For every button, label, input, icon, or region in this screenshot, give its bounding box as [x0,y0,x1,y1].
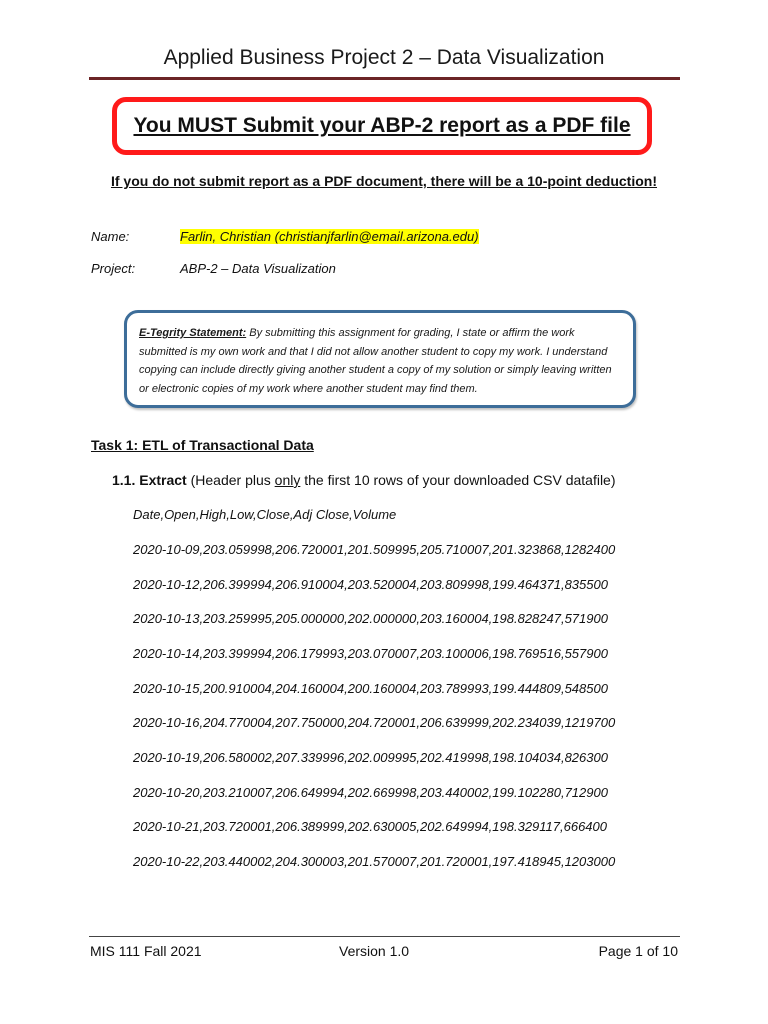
etegrity-label: E-Tegrity Statement: [139,327,247,339]
csv-row: 2020-10-13,203.259995,205.000000,202.000000,203.160004,198.828247,571900 [133,611,608,626]
deduction-warning: If you do not submit report as a PDF document, there will be a 10-point deduction! [110,173,658,189]
etegrity-statement-box [124,310,636,408]
csv-row: 2020-10-16,204.770004,207.750000,204.720001,206.639999,202.234039,1219700 [133,715,616,730]
project-value: ABP-2 – Data Visualization [180,261,336,276]
csv-row: 2020-10-14,203.399994,206.179993,203.070007,203.100006,198.769516,557900 [133,646,608,661]
subtask-text-after: the first 10 rows of your downloaded CSV datafile) [300,472,616,488]
csv-row: 2020-10-15,200.910004,204.160004,200.160004,203.789993,199.444809,548500 [133,681,608,696]
csv-header-line: Date,Open,High,Low,Close,Adj Close,Volume [133,507,397,522]
footer-version: Version 1.0 [339,943,410,959]
pdf-notice-title: You MUST Submit your ABP-2 report as a PDF file [133,114,631,137]
subtask-extract [112,472,616,488]
csv-row: 2020-10-19,206.580002,207.339996,202.009995,202.419998,198.104034,826300 [133,750,608,765]
project-label: Project: [91,261,136,276]
footer-page-number: Page 1 of 10 [598,943,678,959]
name-label: Name: [91,229,130,244]
csv-row: 2020-10-22,203.440002,204.300003,201.570007,201.720001,197.418945,1203000 [133,854,616,869]
task-heading: Task 1: ETL of Transactional Data [91,437,314,453]
footer-divider [89,936,680,937]
csv-row: 2020-10-09,203.059998,206.720001,201.509995,205.710007,201.323868,1282400 [133,542,616,557]
footer-course: MIS 111 Fall 2021 [90,943,202,959]
csv-row: 2020-10-20,203.210007,206.649994,202.669998,203.440002,199.102280,712900 [133,785,608,800]
subtask-text-emph: only [274,472,301,488]
subtask-text-before: (Header plus [186,472,275,488]
csv-row: 2020-10-21,203.720001,206.389999,202.630005,202.649994,198.329117,666400 [133,819,607,834]
pdf-notice-box [112,97,652,155]
subtask-lead: Extract [139,472,187,488]
subtask-number: 1.1. [112,472,136,488]
page-title: Applied Business Project 2 – Data Visualization [163,46,605,69]
csv-row: 2020-10-12,206.399994,206.910004,203.520004,203.809998,199.464371,835500 [133,577,608,592]
etegrity-text: By submitting this assignment for grading, I state or affirm the work submitted is my own work and that I did not allow another student to copy my work. I understand copying can include directly giving another student a copy of my solution or simply leaving written or electronic copies of my work where another student may find them. [139,327,612,395]
name-value: Farlin, Christian (christianjfarlin@email.arizona.edu) [180,229,479,244]
header-divider [89,77,680,80]
